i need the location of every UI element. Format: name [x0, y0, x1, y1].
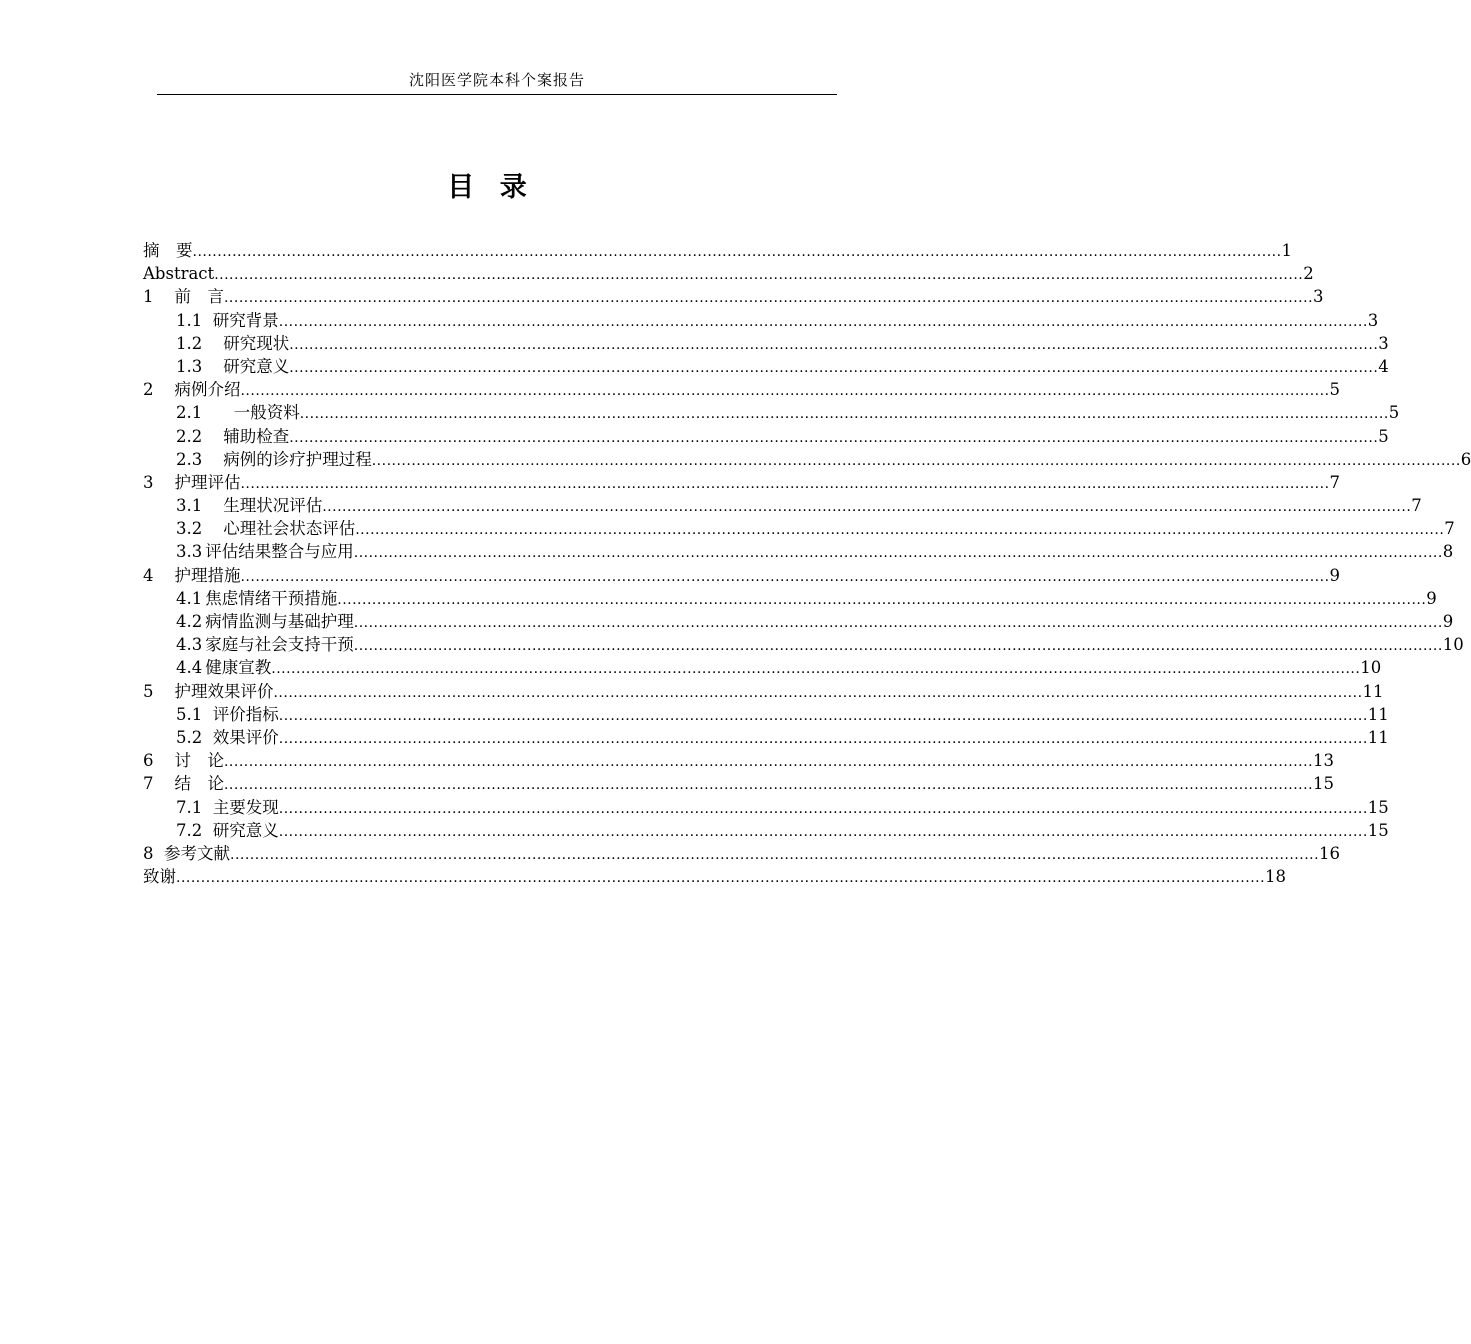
toc-entry-page-number: 9 — [1426, 588, 1437, 608]
toc-entry-title: 心理社会状态评估 — [223, 519, 356, 539]
toc-entry-title: 家庭与社会支持干预 — [205, 635, 354, 655]
toc-entry-page-number: 7 — [1411, 496, 1422, 516]
toc-leader-dots: ............................................................................................................................................................................................................................ — [322, 499, 1412, 516]
toc-entry[interactable] — [143, 865, 1287, 888]
toc-entry-gap — [202, 703, 213, 726]
toc-entry[interactable] — [143, 772, 1335, 795]
toc-entry-title: 研究意义 — [212, 820, 279, 840]
toc-entry-number: 4.1 — [176, 588, 203, 608]
toc-entry-page-number: 11 — [1362, 681, 1384, 701]
toc-entry-gap — [154, 564, 175, 587]
toc-entry-title: 辅助检查 — [223, 426, 290, 446]
toc-entry-number: 4 — [143, 565, 154, 585]
toc-entry-title: 健康宣教 — [205, 658, 272, 678]
toc-entry[interactable] — [143, 448, 1471, 471]
toc-entry-gap — [154, 749, 175, 772]
toc-entry-page-number: 5 — [1329, 380, 1341, 400]
toc-entry[interactable] — [143, 703, 1389, 726]
toc-entry-gap — [202, 425, 223, 448]
toc-entry-title: 主要发现 — [212, 797, 279, 817]
table-of-contents — [143, 239, 1471, 888]
toc-entry[interactable] — [143, 401, 1400, 424]
toc-entry-title: 病例介绍 — [174, 380, 241, 400]
toc-entry[interactable] — [143, 749, 1335, 772]
toc-entry-title: 评估结果整合与应用 — [205, 542, 354, 562]
toc-entry-gap — [202, 494, 223, 517]
header-rule — [157, 94, 837, 95]
toc-entry-gap — [202, 819, 213, 842]
toc-entry-title: 致谢 — [143, 867, 176, 887]
toc-leader-dots: ............................................................................................................................................................................................................................ — [278, 800, 1368, 817]
toc-entry-number: 6 — [143, 751, 154, 771]
toc-leader-dots: ............................................................................................................................................................................................................................ — [230, 846, 1320, 863]
toc-leader-dots: ............................................................................................................................................................................................................................ — [240, 568, 1330, 585]
toc-entry-page-number: 5 — [1378, 426, 1389, 446]
toc-entry-number: 8 — [143, 843, 154, 863]
toc-entry[interactable] — [143, 378, 1341, 401]
page-title: 目 录 — [447, 172, 535, 203]
toc-entry-title: 研究背景 — [212, 310, 279, 330]
toc-entry-page-number: 10 — [1442, 635, 1464, 655]
toc-entry-title: 研究现状 — [223, 333, 290, 353]
toc-entry-title: 病情监测与基础护理 — [205, 612, 354, 631]
toc-entry-page-number: 11 — [1367, 727, 1389, 747]
toc-entry-title: 摘 要 — [143, 241, 193, 260]
toc-entry-number: 1.3 — [176, 356, 203, 376]
toc-entry[interactable] — [143, 726, 1389, 749]
toc-entry[interactable] — [143, 285, 1324, 308]
toc-entry-gap — [202, 796, 213, 819]
toc-entry-page-number: 3 — [1367, 310, 1379, 330]
toc-entry[interactable] — [143, 633, 1464, 656]
toc-entry[interactable] — [143, 540, 1454, 563]
toc-entry-number: 4.4 — [176, 658, 203, 678]
toc-leader-dots: ............................................................................................................................................................................................................................ — [223, 290, 1314, 307]
toc-entry[interactable] — [143, 355, 1389, 378]
toc-entry-page-number: 15 — [1313, 774, 1335, 794]
toc-entry-gap — [154, 842, 165, 865]
toc-entry-gap — [202, 726, 213, 749]
toc-leader-dots: ............................................................................................................................................................................................................................ — [353, 638, 1443, 655]
toc-entry-page-number: 3 — [1313, 287, 1324, 307]
toc-leader-dots: ............................................................................................................................................................................................................................ — [240, 383, 1330, 400]
toc-leader-dots: ............................................................................................................................................................................................................................ — [289, 336, 1379, 353]
toc-entry[interactable] — [143, 656, 1382, 679]
toc-entry-title: 生理状况评估 — [223, 496, 323, 516]
toc-leader-dots: ............................................................................................................................................................................................................................ — [192, 244, 1282, 260]
toc-entry[interactable] — [143, 309, 1379, 332]
toc-entry[interactable] — [143, 819, 1389, 842]
toc-leader-dots: ............................................................................................................................................................................................................................ — [271, 661, 1361, 678]
toc-leader-dots: ............................................................................................................................................................................................................................ — [353, 545, 1443, 562]
toc-leader-dots: ............................................................................................................................................................................................................................ — [371, 452, 1461, 469]
toc-leader-dots: ............................................................................................................................................................................................................................ — [214, 267, 1304, 284]
toc-leader-dots: ............................................................................................................................................................................................................................ — [278, 823, 1368, 840]
toc-entry[interactable] — [143, 842, 1341, 865]
toc-entry-page-number: 8 — [1442, 542, 1454, 562]
toc-leader-dots: ............................................................................................................................................................................................................................ — [278, 730, 1368, 747]
toc-entry-gap — [154, 471, 175, 494]
toc-entry[interactable] — [143, 332, 1389, 355]
toc-leader-dots: ............................................................................................................................................................................................................................ — [223, 777, 1314, 794]
toc-leader-dots: ............................................................................................................................................................................................................................ — [299, 406, 1389, 423]
toc-entry[interactable] — [143, 471, 1341, 494]
toc-entry-title: 评价指标 — [212, 704, 279, 724]
toc-entry-gap — [202, 332, 223, 355]
toc-entry-number: 3.3 — [176, 542, 203, 562]
toc-leader-dots: ............................................................................................................................................................................................................................ — [289, 429, 1379, 446]
toc-entry-title: 效果评价 — [212, 727, 279, 747]
toc-entry-number: 7 — [143, 774, 154, 794]
toc-entry[interactable] — [143, 494, 1422, 517]
toc-entry-gap — [202, 355, 223, 378]
toc-entry-title: 结 论 — [174, 774, 224, 794]
toc-entry-number: 3 — [143, 472, 154, 492]
toc-entry-title: 一般资料 — [233, 403, 300, 423]
toc-entry-page-number: 9 — [1329, 565, 1341, 585]
toc-entry-number: 7.1 — [176, 797, 203, 817]
toc-entry-number: 2.2 — [176, 426, 203, 446]
toc-entry-number: 5.1 — [176, 704, 203, 724]
toc-entry-title: 讨 论 — [174, 751, 224, 771]
toc-entry-number: 1.1 — [176, 310, 203, 330]
toc-leader-dots: ............................................................................................................................................................................................................................ — [278, 313, 1368, 330]
toc-entry-title: 研究意义 — [223, 356, 290, 376]
toc-entry-number: 3.1 — [176, 496, 203, 516]
toc-entry[interactable] — [143, 425, 1389, 448]
toc-leader-dots: ............................................................................................................................................................................................................................ — [240, 475, 1330, 492]
toc-entry-page-number: 9 — [1442, 612, 1454, 631]
toc-entry-gap — [154, 285, 175, 308]
toc-entry-gap — [202, 309, 213, 332]
toc-entry-number: 4.3 — [176, 635, 203, 655]
toc-entry-title: 病例的诊疗护理过程 — [223, 449, 372, 469]
toc-entry-page-number: 16 — [1319, 843, 1341, 863]
toc-entry-page-number: 7 — [1444, 519, 1455, 539]
toc-entry-page-number: 18 — [1265, 867, 1287, 887]
toc-entry[interactable] — [143, 796, 1389, 819]
toc-entry-page-number: 15 — [1367, 820, 1389, 840]
toc-entry-page-number: 15 — [1367, 797, 1389, 817]
toc-leader-dots: ............................................................................................................................................................................................................................ — [223, 754, 1314, 771]
toc-entry-number: 7.2 — [176, 820, 203, 840]
toc-entry-number: 5.2 — [176, 727, 203, 747]
running-header: 沈阳医学院本科个案报告 — [408, 71, 585, 89]
toc-entry[interactable] — [143, 262, 1314, 285]
toc-entry-gap — [154, 772, 175, 795]
toc-entry-number: 2.3 — [176, 449, 203, 469]
toc-entry-number: 4.2 — [176, 612, 203, 631]
toc-entry[interactable] — [143, 564, 1341, 587]
toc-entry[interactable] — [143, 680, 1384, 703]
toc-entry-gap — [154, 378, 175, 401]
toc-entry-page-number: 1 — [1281, 241, 1293, 260]
toc-leader-dots: ............................................................................................................................................................................................................................ — [273, 684, 1363, 701]
toc-entry-page-number: 11 — [1367, 704, 1389, 724]
toc-entry-page-number: 2 — [1303, 264, 1314, 284]
toc-entry-number: 2.1 — [176, 403, 203, 423]
toc-entry-page-number: 6 — [1460, 449, 1471, 469]
toc-entry-title: Abstract — [143, 264, 215, 284]
toc-entry-number: 1.2 — [176, 333, 203, 353]
toc-entry-gap — [202, 517, 223, 540]
toc-entry-number: 3.2 — [176, 519, 203, 539]
toc-entry-title: 护理效果评价 — [174, 681, 274, 701]
toc-leader-dots: ............................................................................................................................................................................................................................ — [353, 615, 1443, 631]
toc-entry-title: 参考文献 — [164, 843, 230, 863]
toc-entry-title: 护理评估 — [174, 472, 241, 492]
toc-entry-gap — [202, 401, 233, 424]
toc-entry[interactable] — [143, 587, 1437, 610]
toc-entry[interactable] — [143, 610, 1454, 633]
toc-entry-title: 焦虑情绪干预措施 — [205, 588, 338, 608]
toc-entry-page-number: 3 — [1378, 333, 1389, 353]
toc-entry-number: 2 — [143, 380, 154, 400]
toc-leader-dots: ............................................................................................................................................................................................................................ — [289, 359, 1379, 376]
toc-leader-dots: ............................................................................................................................................................................................................................ — [176, 870, 1266, 887]
toc-entry-page-number: 5 — [1388, 403, 1400, 423]
toc-entry-title: 前 言 — [174, 287, 224, 307]
toc-entry-page-number: 7 — [1329, 472, 1341, 492]
toc-leader-dots: ............................................................................................................................................................................................................................ — [355, 522, 1445, 539]
toc-entry-title: 护理措施 — [174, 565, 241, 585]
toc-entry-gap — [202, 448, 223, 471]
toc-entry[interactable] — [143, 239, 1293, 262]
toc-entry-page-number: 4 — [1378, 356, 1389, 376]
toc-entry-page-number: 13 — [1313, 751, 1335, 771]
toc-entry-number: 1 — [143, 287, 154, 307]
toc-entry-number: 5 — [143, 681, 154, 701]
toc-leader-dots: ............................................................................................................................................................................................................................ — [278, 707, 1368, 724]
toc-leader-dots: ............................................................................................................................................................................................................................ — [337, 591, 1427, 608]
toc-entry-gap — [154, 680, 175, 703]
toc-entry-page-number: 10 — [1360, 658, 1382, 678]
toc-entry[interactable] — [143, 517, 1455, 540]
